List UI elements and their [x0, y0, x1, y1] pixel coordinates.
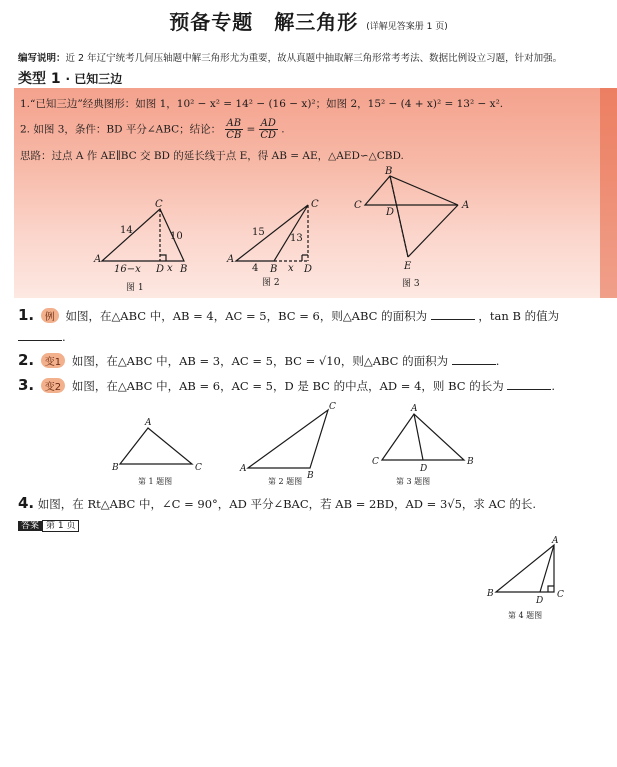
answer-label: 答案 — [18, 521, 42, 531]
frac2-den: CD — [260, 130, 277, 141]
f4-C: C — [557, 590, 564, 600]
section-heading — [18, 68, 122, 88]
fig3-D: D — [386, 207, 395, 218]
fig1-side-10: 10 — [170, 231, 183, 242]
fig1-D: D — [156, 264, 165, 275]
f1-caption: 第 1 题图 — [138, 477, 173, 486]
fig2-C: C — [311, 199, 319, 210]
title-text: 预备专题 解三角形 — [169, 10, 359, 34]
q3-blank[interactable] — [507, 389, 551, 390]
f2-B: B — [307, 471, 314, 481]
type-title: · 已知三边 — [65, 72, 123, 86]
fig1-seg-x: x — [167, 263, 173, 274]
fig1-A: A — [94, 254, 102, 265]
question-4 — [18, 494, 536, 512]
fig3-ae — [408, 205, 458, 257]
fig2-side-15: 15 — [252, 227, 265, 238]
f3-C: C — [372, 457, 379, 467]
f3-D: D — [420, 464, 428, 474]
frac1-den: CB — [226, 130, 242, 141]
fig2-D: D — [304, 264, 313, 275]
f1-A: A — [145, 418, 152, 428]
fig3-A: A — [462, 200, 470, 211]
f4-bisector — [540, 545, 554, 592]
fig2-seg-x: x — [288, 263, 294, 274]
q2-text: 如图，在△ABC 中，AB = 3，AC = 5，BC = √10，则△ABC 的面积为 — [71, 354, 449, 368]
fig2-caption: 图 2 — [262, 278, 280, 288]
q3-number: 3. — [18, 376, 35, 394]
q1-end: . — [62, 330, 66, 344]
question-2 — [18, 351, 499, 369]
figure-3 — [365, 176, 458, 257]
fig2-right-angle — [302, 255, 308, 261]
fig1-C: C — [155, 199, 163, 210]
editor-note — [18, 50, 608, 64]
f4-triangle — [496, 545, 554, 592]
q2-end: . — [495, 354, 500, 368]
f1-B: B — [112, 463, 119, 473]
fig1-seg-16x: 16−x — [114, 264, 141, 275]
frac-equals: = — [246, 123, 256, 136]
q2-badge: 变1 — [41, 353, 65, 368]
answer-page: 第 1 页 — [42, 520, 79, 532]
fig3-triangle — [365, 176, 458, 205]
question-3 — [18, 376, 555, 394]
q1-number: 1. — [18, 306, 35, 324]
f1-C: C — [195, 463, 202, 473]
fig3-B: B — [385, 166, 393, 177]
q1-badge: 例 — [41, 308, 59, 323]
f2-A: A — [240, 464, 247, 474]
fig2-side-13: 13 — [290, 233, 303, 244]
q3-end: . — [551, 379, 556, 393]
f2-C: C — [329, 402, 336, 412]
known-item-1: 1.“已知三边”经典图形：如图 1，10² − x² = 14² − (16 − x)²；如图 2，15² − (4 + x)² = 13² − x². — [20, 98, 504, 110]
known-figures — [14, 165, 604, 300]
frac2-num: AD — [260, 118, 276, 129]
known-item-2 — [20, 118, 285, 141]
f1-triangle — [120, 428, 192, 464]
f2-caption: 第 2 题图 — [268, 477, 303, 486]
known-item-2-suffix: . — [281, 123, 285, 136]
frac1-num: AB — [226, 118, 242, 129]
f4-D: D — [536, 596, 544, 606]
f2-triangle — [248, 410, 328, 468]
answer-reference — [18, 518, 79, 531]
f4-caption: 第 4 题图 — [508, 611, 543, 620]
type-label: 类型 1 — [18, 71, 61, 91]
q4-text: 如图，在 Rt△ABC 中，∠C = 90°，AD 平分∠BAC，若 AB = 2BD，AD = 3√5，求 AC 的长. — [37, 497, 536, 511]
q4-number: 4. — [18, 494, 35, 512]
q1-blank-1[interactable] — [431, 319, 475, 320]
f3-B: B — [467, 457, 474, 467]
f4-right-angle — [548, 586, 554, 592]
f3-caption: 第 3 题图 — [396, 477, 431, 486]
question-figures — [100, 398, 500, 490]
fig1-caption: 图 1 — [126, 283, 144, 293]
question-1 — [18, 306, 559, 324]
known-item-2-prefix: 2. 如图 3，条件：BD 平分∠ABC；结论： — [20, 123, 222, 136]
q4-figure — [482, 535, 582, 627]
f3-triangle — [382, 414, 464, 460]
fig2-B: B — [270, 264, 278, 275]
note-text: 近 2 年辽宁统考几何压轴题中解三角形尤为重要，故从真题中抽取解三角形常考考法、数据比例设立习题，针对加强。 — [65, 53, 563, 64]
fig2-A: A — [227, 254, 235, 265]
fig1-side-14: 14 — [120, 225, 133, 236]
page-title — [0, 6, 617, 35]
question-1-cont — [18, 330, 66, 344]
q3-text: 如图，在△ABC 中，AB = 6，AC = 5，D 是 BC 的中点，AD = 4，则 BC 的长为 — [71, 379, 504, 393]
fig1-B: B — [180, 264, 188, 275]
fraction-ad-cd — [259, 118, 278, 141]
note-label: 编写说明： — [18, 53, 66, 64]
fig3-caption: 图 3 — [402, 279, 420, 289]
f4-A: A — [552, 536, 559, 546]
known-idea: 思路：过点 A 作 AE∥BC 交 BD 的延长线于点 E，得 AB = AE，△AED∽△CBD. — [20, 150, 404, 162]
f4-B: B — [487, 589, 494, 599]
title-subtitle: (详解见答案册 1 页) — [366, 22, 448, 32]
q3-badge: 变2 — [41, 378, 65, 393]
fig3-C: C — [354, 200, 362, 211]
q2-blank[interactable] — [452, 364, 496, 365]
fig2-seg-4: 4 — [252, 263, 259, 274]
fig3-E: E — [404, 261, 412, 272]
q2-number: 2. — [18, 351, 35, 369]
q1-mid: ，tan B 的值为 — [478, 309, 560, 323]
q1-blank-2[interactable] — [18, 340, 62, 341]
f3-A: A — [411, 404, 418, 414]
fig1-right-angle — [160, 255, 166, 261]
fraction-ab-cb — [225, 118, 244, 141]
q1-text: 如图，在△ABC 中，AB = 4，AC = 5，BC = 6，则△ABC 的面积为 — [65, 309, 428, 323]
